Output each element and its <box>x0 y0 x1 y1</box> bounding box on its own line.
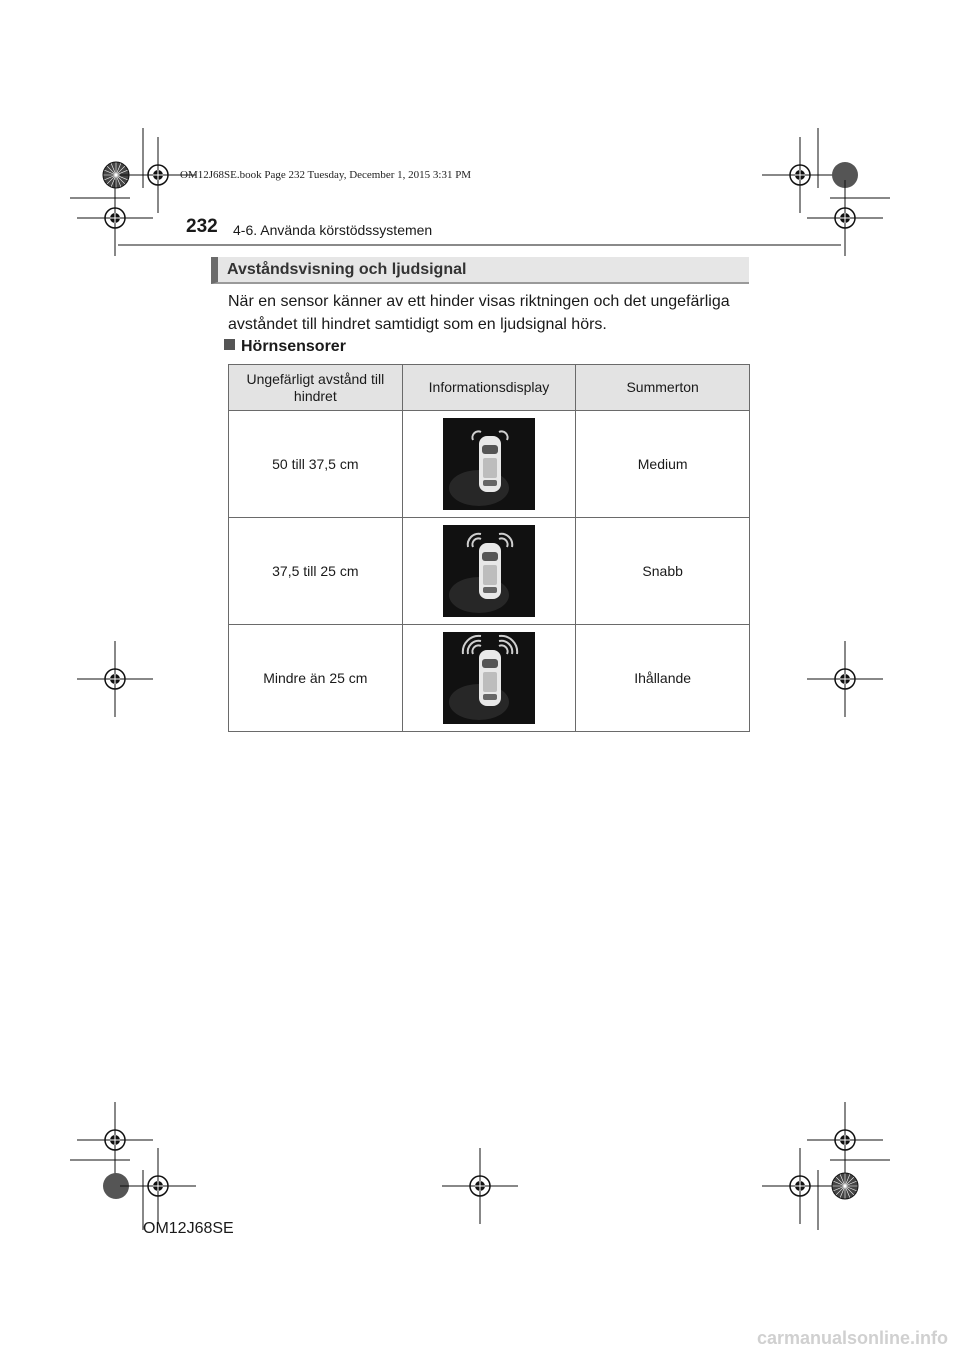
display-cell <box>402 411 576 518</box>
table-row <box>229 625 750 732</box>
car-windshield <box>482 445 498 454</box>
display-cell <box>402 625 576 732</box>
subheading <box>224 338 346 356</box>
header-tone: Summerton <box>576 365 750 411</box>
distance-cell: 37,5 till 25 cm <box>229 518 403 625</box>
watermark: carmanualsonline.info <box>756 1328 948 1348</box>
table-row <box>229 518 750 625</box>
car-rear-window <box>483 587 497 593</box>
car-rear-window <box>483 694 497 700</box>
square-bullet-icon <box>224 339 235 350</box>
car-roof <box>483 565 497 585</box>
page-number: 232 <box>186 216 218 237</box>
tone-cell: Ihållande <box>576 625 750 732</box>
table-row <box>229 411 750 518</box>
car-sensor-display-icon <box>443 525 535 617</box>
footer-code: OM12J68SE <box>143 1220 234 1237</box>
tone-cell: Snabb <box>576 518 750 625</box>
header-rule <box>118 244 841 246</box>
car-sensor-display-icon <box>443 418 535 510</box>
car-windshield <box>482 659 498 668</box>
car-roof <box>483 458 497 478</box>
distance-cell: Mindre än 25 cm <box>229 625 403 732</box>
car-sensor-display-icon <box>443 632 535 724</box>
car-windshield <box>482 552 498 561</box>
subheading-text: Hörnsensorer <box>241 338 346 355</box>
section-heading: Avståndsvisning och ljudsignal <box>211 257 749 284</box>
book-info-line: OM12J68SE.book Page 232 Tuesday, December 1, 2015 3:31 PM <box>180 169 472 181</box>
car-rear-window <box>483 480 497 486</box>
intro-paragraph: När en sensor känner av ett hinder visas riktningen och det ungefärliga avståndet till hindret samtidigt som en ljudsignal hörs. <box>228 293 730 333</box>
header-distance: Ungefärligt avstånd till hindret <box>229 365 403 411</box>
running-head: 4-6. Använda körstödssystemen <box>233 222 433 238</box>
table-header-row <box>229 365 750 411</box>
distance-table <box>228 364 750 732</box>
display-cell <box>402 518 576 625</box>
distance-cell: 50 till 37,5 cm <box>229 411 403 518</box>
tone-cell: Medium <box>576 411 750 518</box>
car-roof <box>483 672 497 692</box>
header-display: Informationsdisplay <box>402 365 576 411</box>
